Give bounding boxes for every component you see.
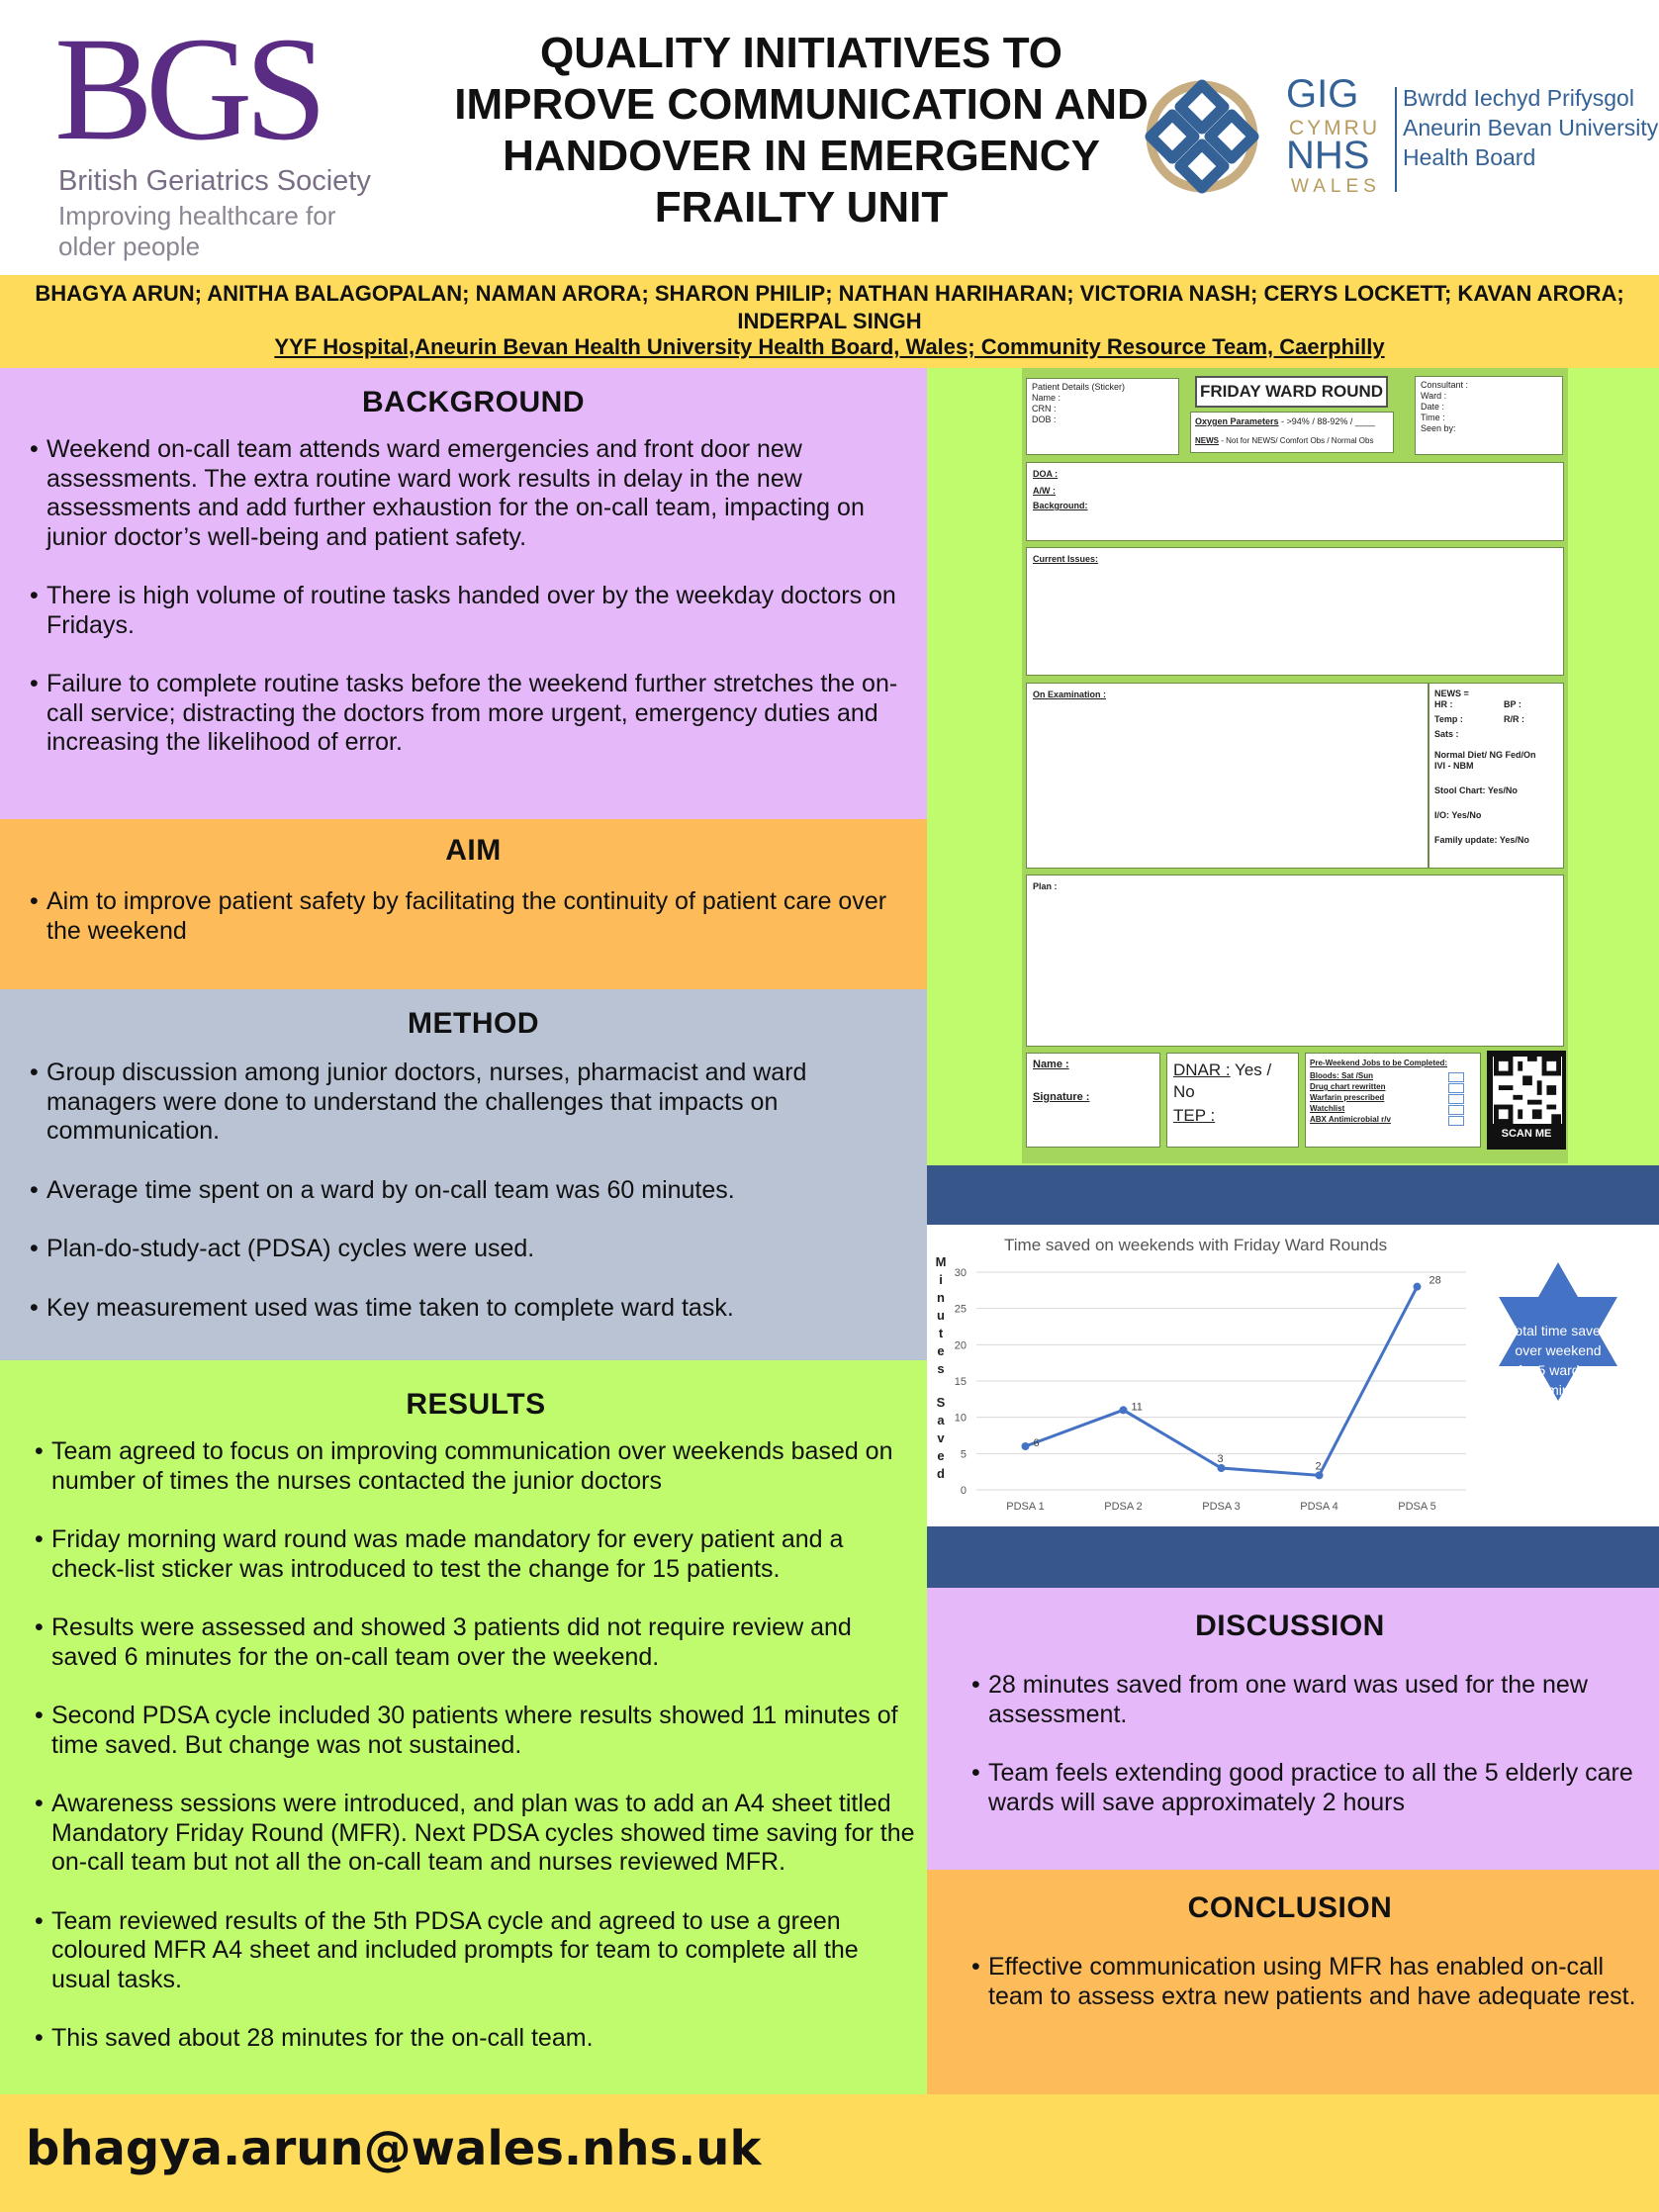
- friday-ward-round-form: [1022, 368, 1568, 1163]
- form-label: R/R :: [1504, 714, 1524, 724]
- data-labels: [1034, 1275, 1441, 1473]
- form-title: FRIDAY WARD ROUND: [1195, 376, 1388, 408]
- discussion-section: [927, 1588, 1659, 1870]
- star-text-line: 120 minutes: [1520, 1382, 1597, 1398]
- section-title: AIM: [445, 834, 502, 867]
- job-item: Drug chart rewritten: [1310, 1082, 1386, 1091]
- form-label: - >94% / 88-92% / ____: [1278, 416, 1375, 426]
- form-label: Family update: Yes/No: [1434, 835, 1529, 845]
- form-label: Background:: [1033, 501, 1088, 510]
- form-label: Ward :: [1421, 391, 1447, 401]
- y-axis-label-char: d: [937, 1466, 945, 1481]
- checkbox-icon[interactable]: [1448, 1072, 1464, 1082]
- form-label: BP :: [1504, 699, 1521, 709]
- form-label: Current Issues:: [1033, 554, 1099, 564]
- form-label: Name :: [1032, 393, 1061, 403]
- poster-header: [0, 0, 1659, 275]
- y-axis-ticks: [955, 1267, 967, 1497]
- star-callout: [1499, 1262, 1617, 1401]
- chart-panel: [927, 1225, 1659, 1526]
- form-label: Seen by:: [1421, 423, 1456, 433]
- section-title: CONCLUSION: [1187, 1891, 1393, 1924]
- form-label: Signature :: [1033, 1091, 1090, 1103]
- form-label: Temp :: [1434, 714, 1463, 724]
- form-label: Pre-Weekend Jobs to be Completed:: [1310, 1059, 1447, 1067]
- form-label: I/O: Yes/No: [1434, 810, 1482, 820]
- data-label: 2: [1315, 1460, 1322, 1473]
- list-item: • Average time spent on a ward by on-call team was 60 minutes.: [30, 1176, 917, 1206]
- form-label: DNAR :: [1173, 1060, 1231, 1079]
- checkbox-icon[interactable]: [1448, 1083, 1464, 1093]
- y-axis-label-char: M: [935, 1254, 947, 1269]
- data-label: 3: [1217, 1453, 1224, 1465]
- form-label: A/W :: [1033, 486, 1056, 496]
- y-axis-label-char: a: [937, 1413, 945, 1428]
- form-label: On Examination :: [1033, 690, 1107, 699]
- job-item: Warfarin prescribed: [1310, 1093, 1385, 1102]
- list-item: • Friday morning ward round was made mandatory for every patient and a check-list sticker was introduced to test the change for 15 patients.: [35, 1525, 917, 1584]
- data-label: 11: [1131, 1401, 1143, 1414]
- checkbox-icon[interactable]: [1448, 1105, 1464, 1115]
- list-item: • This saved about 28 minutes for the on-call team.: [35, 2024, 917, 2054]
- form-label: Yes / No: [1173, 1060, 1272, 1101]
- y-axis-label-char: n: [937, 1290, 945, 1305]
- data-point: [1218, 1464, 1226, 1472]
- current-issues-box: [1026, 547, 1564, 676]
- y-axis-label-char: t: [938, 1326, 944, 1340]
- author-list: BHAGYA ARUN; ANITHA BALAGOPALAN; NAMAN ARORA; SHARON PHILIP; NATHAN HARIHARAN; VICTORIA NASH; CERYS LOCKETT; KAVAN ARORA; INDERPAL SINGH: [35, 281, 1624, 333]
- y-tick-label: 20: [954, 1339, 967, 1352]
- star-text-line: Total time saved: [1508, 1323, 1609, 1338]
- x-tick-label: PDSA 2: [1104, 1501, 1143, 1513]
- results-section: [0, 1360, 927, 2094]
- list-item: • 28 minutes saved from one ward was used for the new assessment.: [971, 1671, 1653, 1729]
- y-tick-label: 15: [954, 1376, 967, 1388]
- list-item: • Second PDSA cycle included 30 patients where results showed 11 minutes of time saved. But change was not sustained.: [35, 1702, 917, 1760]
- form-label: Consultant :: [1421, 380, 1469, 390]
- qr-code-block: [1487, 1051, 1566, 1150]
- y-tick-label: 25: [954, 1303, 967, 1316]
- bgs-logo: [54, 7, 381, 267]
- authors-band: [0, 275, 1659, 368]
- list-item: • Plan-do-study-act (PDSA) cycles were used.: [30, 1235, 917, 1264]
- y-axis-label-char: e: [937, 1448, 945, 1463]
- method-section: [0, 989, 927, 1360]
- jobs-list: [1310, 1070, 1476, 1125]
- conclusion-list: [971, 1953, 1653, 2011]
- chart-title: Time saved on weekends with Friday Ward Rounds: [1004, 1236, 1388, 1254]
- list-item: • Team feels extending good practice to all the 5 elderly care wards will save approximately 2 hours: [971, 1759, 1653, 1817]
- plan-box: [1026, 875, 1564, 1047]
- x-axis-ticks: [1006, 1501, 1436, 1513]
- aim-section: [0, 819, 927, 989]
- form-label: CRN :: [1032, 404, 1057, 414]
- form-label: HR :: [1434, 699, 1453, 709]
- scan-me-label: SCAN ME: [1501, 1128, 1552, 1140]
- form-label: Patient Details (Sticker): [1032, 382, 1126, 392]
- list-item: • Weekend on-call team attends ward emergencies and front door new assessments. The extra routine ward work results in delay in the new assessments and add further exhaustion for the on-call team, impacting on junior doctor’s well-being and patient safety.: [30, 435, 917, 552]
- list-item: • Results were assessed and showed 3 patients did not require review and saved 6 minutes for the on-call team over the weekend.: [35, 1613, 917, 1672]
- data-point: [1414, 1283, 1422, 1291]
- x-tick-label: PDSA 1: [1006, 1501, 1045, 1513]
- y-axis-label-char: v: [937, 1430, 945, 1445]
- form-label: TEP :: [1173, 1106, 1216, 1125]
- bgs-logo-letters: BGS: [54, 7, 320, 171]
- section-title: METHOD: [408, 1007, 539, 1040]
- checkbox-icon[interactable]: [1448, 1116, 1464, 1126]
- nhs-text: NHS: [1286, 134, 1370, 177]
- y-tick-label: 30: [954, 1267, 967, 1279]
- form-label: Normal Diet/ NG Fed/On IVI - NBM: [1434, 750, 1536, 771]
- celtic-knot-icon: [1143, 77, 1261, 196]
- results-list: [35, 1437, 917, 2054]
- form-label: Stool Chart: Yes/No: [1434, 785, 1518, 795]
- section-title: BACKGROUND: [362, 386, 585, 418]
- job-item: Watchlist: [1310, 1104, 1345, 1113]
- weekend-jobs-box: [1305, 1053, 1481, 1148]
- form-label: Plan :: [1033, 881, 1058, 891]
- section-title: RESULTS: [406, 1388, 546, 1421]
- list-item: • Effective communication using MFR has enabled on-call team to assess extra new patients and have adequate rest.: [971, 1953, 1653, 2011]
- data-label: 28: [1429, 1274, 1441, 1287]
- footer: [0, 2094, 1659, 2212]
- x-tick-label: PDSA 4: [1300, 1501, 1338, 1513]
- data-label: 6: [1033, 1437, 1040, 1449]
- aim-list: [30, 887, 917, 946]
- logo-divider: [1395, 87, 1397, 192]
- y-axis-label-char: i: [939, 1272, 943, 1287]
- job-item: ABX Antimicrobial r/v: [1310, 1115, 1391, 1124]
- form-label: NEWS: [1195, 436, 1219, 445]
- nhs-wales-logo: [1143, 69, 1657, 208]
- y-tick-label: 0: [960, 1485, 967, 1497]
- data-point: [1120, 1406, 1128, 1414]
- time-saved-chart: [927, 1225, 1659, 1526]
- list-item: • Awareness sessions were introduced, and plan was to add an A4 sheet titled Mandatory Friday Round (MFR). Next PDSA cycles showed time saving for the on-call team but not all the on-call team and nurses reviewed MFR.: [35, 1790, 917, 1878]
- chart-band-top: [927, 1165, 1659, 1225]
- x-tick-label: PDSA 3: [1202, 1501, 1241, 1513]
- examination-box: [1026, 683, 1429, 869]
- observations-box: [1429, 683, 1564, 869]
- star-text-line: for 5 wards =: [1518, 1362, 1599, 1378]
- list-item: • There is high volume of routine tasks handed over by the weekday doctors on Fridays.: [30, 582, 917, 640]
- parameters-box: [1190, 412, 1394, 453]
- form-label: Date :: [1421, 402, 1445, 412]
- y-axis-label-char: s: [937, 1361, 945, 1376]
- list-item: • Team agreed to focus on improving communication over weekends based on number of times the nurses contacted the junior doctors: [35, 1437, 917, 1496]
- method-list: [30, 1059, 917, 1323]
- gig-text: GIG: [1286, 72, 1359, 116]
- patient-details-box: [1026, 378, 1179, 455]
- affiliation: YYF Hospital,Aneurin Bevan Health University Health Board, Wales; Community Resource Team, Caerphilly: [274, 334, 1385, 359]
- form-label: NEWS =: [1434, 689, 1469, 698]
- data-point: [1316, 1471, 1324, 1479]
- y-axis-label: [936, 1254, 947, 1481]
- bgs-logo-tagline: Improving healthcare for older people: [58, 201, 336, 261]
- background-list: [30, 435, 917, 758]
- discussion-list: [971, 1671, 1653, 1817]
- dnar-box: [1166, 1053, 1299, 1148]
- health-board-name: Bwrdd Iechyd Prifysgol Aneurin Bevan University Health Board: [1403, 85, 1659, 170]
- list-item: • Group discussion among junior doctors, nurses, pharmacist and ward managers were done to understand the challenges that impacts on communication.: [30, 1059, 917, 1147]
- consultant-box: [1415, 376, 1563, 455]
- background-section: [0, 368, 927, 819]
- list-item: • Failure to complete routine tasks before the weekend further stretches the on-call service; distracting the doctors from more urgent, emergency duties and increasing the likelihood of error.: [30, 670, 917, 758]
- bgs-logo-name: British Geriatrics Society: [58, 165, 371, 197]
- list-item: • Key measurement used was time taken to complete ward task.: [30, 1294, 917, 1324]
- form-label: Sats :: [1434, 729, 1459, 739]
- wales-text: WALES: [1291, 176, 1381, 197]
- y-axis-label-char: S: [936, 1395, 946, 1410]
- chart-band-bottom: [927, 1526, 1659, 1588]
- contact-email[interactable]: bhagya.arun@wales.nhs.uk: [26, 2121, 762, 2176]
- job-item: Bloods: Sat /Sun: [1310, 1071, 1373, 1080]
- poster-title: QUALITY INITIATIVES TO IMPROVE COMMUNICATION AND HANDOVER IN EMERGENCY FRAILTY UNIT: [454, 29, 1149, 231]
- star-text-line: over weekend: [1515, 1342, 1602, 1358]
- list-item: • Team reviewed results of the 5th PDSA cycle and agreed to use a green coloured MFR A4 sheet and included prompts for team to complete all the usual tasks.: [35, 1907, 917, 1995]
- list-item: • Aim to improve patient safety by facilitating the continuity of patient care over the weekend: [30, 887, 917, 946]
- y-tick-label: 5: [960, 1448, 967, 1461]
- signature-box: [1026, 1053, 1160, 1148]
- y-tick-label: 10: [954, 1412, 967, 1425]
- data-point: [1022, 1442, 1030, 1450]
- form-label: Name :: [1033, 1059, 1069, 1070]
- form-label: - Not for NEWS/ Comfort Obs / Normal Obs: [1219, 436, 1374, 445]
- y-axis-label-char: u: [937, 1308, 945, 1323]
- cymru-text: CYMRU: [1289, 117, 1380, 139]
- form-label: DOB :: [1032, 415, 1057, 424]
- form-label: Oxygen Parameters: [1195, 416, 1279, 426]
- qr-code-icon: [1493, 1057, 1562, 1124]
- conclusion-section: [927, 1870, 1659, 2094]
- x-tick-label: PDSA 5: [1398, 1501, 1436, 1513]
- y-axis-label-char: e: [937, 1343, 945, 1358]
- doa-box: [1026, 462, 1564, 541]
- form-label: DOA :: [1033, 469, 1059, 479]
- checkbox-icon[interactable]: [1448, 1094, 1464, 1104]
- section-title: DISCUSSION: [1195, 1610, 1385, 1642]
- form-label: Time :: [1421, 413, 1445, 422]
